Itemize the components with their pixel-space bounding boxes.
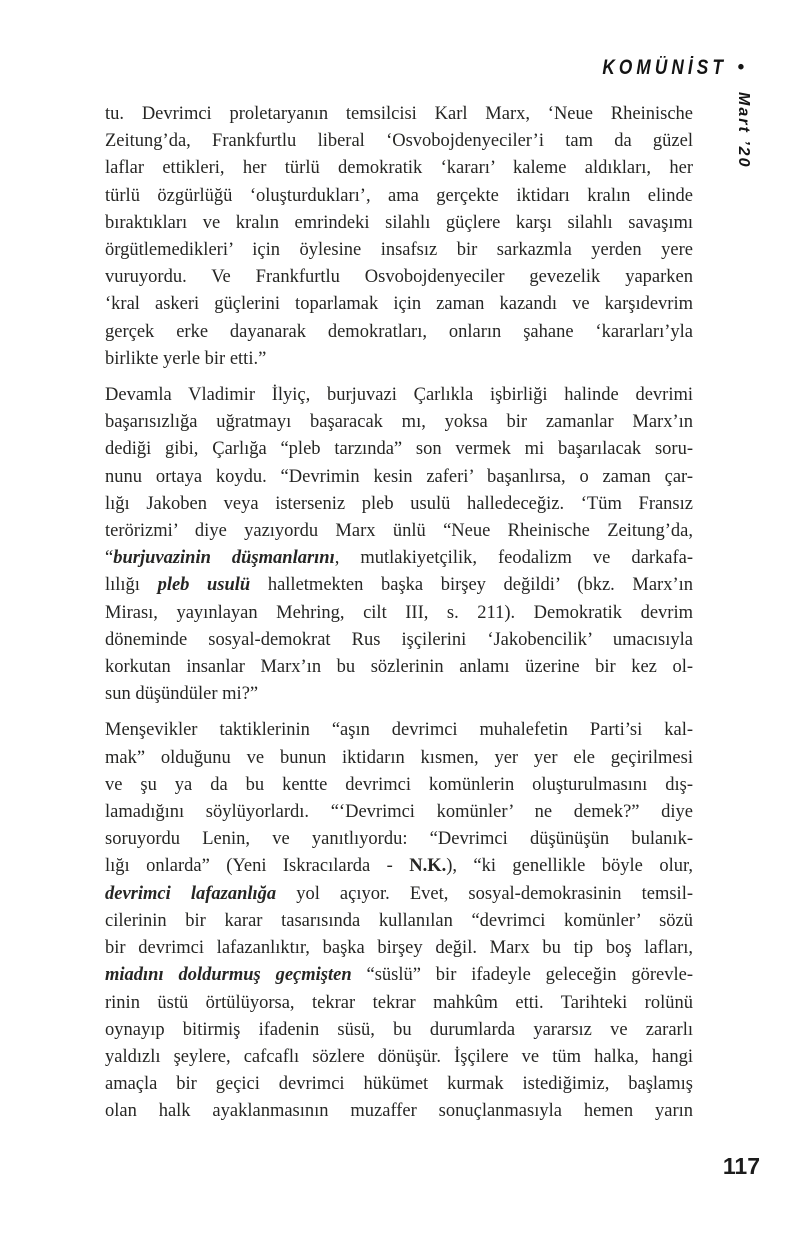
text-line <box>105 881 693 908</box>
text-line <box>105 853 693 880</box>
text-line <box>105 237 693 264</box>
text-line <box>105 210 693 237</box>
text-line <box>105 1098 693 1125</box>
text-segment: başarısızlığa uğratmayı başaracak mı, yoksa bir zamanlar Marx’ın <box>105 412 693 433</box>
text-line <box>105 1071 693 1098</box>
text-segment: rinin üstü örtülüyorsa, tekrar tekrar mahkûm etti. Tarihteki rolünü <box>105 992 693 1013</box>
text-line <box>105 572 693 599</box>
paragraph <box>105 101 693 373</box>
text-segment: birlikte yerle bir etti.” <box>105 348 267 369</box>
text-line <box>105 518 693 545</box>
text-segment: türlü özgürlüğü ‘oluşturdukları’, ama gerçekte iktidarı kralın elinde <box>105 185 693 206</box>
text-segment: korkutan insanlar Marx’ın bu sözlerinin anlamı üzerine bir kez ol- <box>105 657 693 678</box>
text-segment: lamadığını söylüyorlardı. “‘Devrimci komünler’ ne demek?” diye <box>105 802 693 823</box>
text-segment: oynayıp bitirmiş ifadenin süsü, bu durumlarda yararsız ve zararlı <box>105 1019 693 1040</box>
text-line <box>105 990 693 1017</box>
text-segment: bıraktıkları ve kralın emrindeki silahlı güçlere karşı silahlı savaşımı <box>105 212 693 233</box>
masthead-bullet-icon: • <box>737 57 744 78</box>
text-line <box>105 101 693 128</box>
text-line <box>105 346 693 373</box>
magazine-title: KOMÜNİST <box>602 56 727 79</box>
text-line <box>105 826 693 853</box>
text-segment: amaçla bir geçici devrimci hükümet kurmak istediğimiz, başlamış <box>105 1074 693 1095</box>
emphasized-text-segment: devrimci lafazanlığa <box>105 883 277 904</box>
text-segment: Devamla Vladimir İlyiç, burjuvazi Çarlıkla işbirliği halinde devrimi <box>105 385 693 406</box>
text-segment: “süslü” bir ifadeyle geleceğin görevle- <box>351 965 694 986</box>
emphasized-text-segment: pleb usulü <box>157 575 251 596</box>
text-line <box>105 654 693 681</box>
text-line <box>105 717 693 744</box>
text-segment: laflar ettikleri, her türlü demokratik ‘kararı’ kaleme aldıkları, her <box>105 158 693 179</box>
text-line <box>105 464 693 491</box>
text-line <box>105 183 693 210</box>
text-line <box>105 264 693 291</box>
text-segment: tu. Devrimci proletaryanın temsilcisi Karl Marx, ‘Neue Rheinische <box>105 104 693 124</box>
text-segment: “ <box>105 548 114 569</box>
text-segment: ‘kral askeri güçlerini toparlamak için zaman kazandı ve karşıdevrim <box>105 294 693 315</box>
text-segment: mak” olduğunu ve bunun iktidarın kısmen, yer yer ele geçirilmesi <box>105 747 693 768</box>
page-body-text <box>105 101 693 1135</box>
text-segment: nunu ortaya koydu. “Devrimin kesin zaferi’ başanlırsa, o zaman çar- <box>105 466 693 487</box>
text-line <box>105 962 693 989</box>
text-line <box>105 908 693 935</box>
text-line <box>105 545 693 572</box>
text-segment: döneminde sosyal-demokrat Rus işçilerini ‘Jakobencilik’ umacısıyla <box>105 629 693 650</box>
text-segment: cilerinin bir karar tasarısında kullanılan “devrimci komünler’ sözü <box>105 910 693 931</box>
text-segment: sun düşündüler mi?” <box>105 684 259 705</box>
text-segment: , mutlakiyetçilik, feodalizm ve darkafa- <box>334 548 694 569</box>
text-segment: olan halk ayaklanmasının muzaffer sonuçlanmasıyla hemen yarın <box>105 1101 693 1122</box>
text-segment: halletmekten başka birşey değildi’ (bkz. Marx’ın <box>250 575 694 596</box>
text-segment: lığı onlarda” (Yeni Iskracılarda - <box>105 856 410 877</box>
page-number: 117 <box>722 1153 760 1179</box>
text-line <box>105 627 693 654</box>
text-line <box>105 409 693 436</box>
text-line <box>105 155 693 182</box>
text-segment: ), “ki genellikle böyle olur, <box>446 856 693 877</box>
text-segment: gerçek erke dayanarak demokratları, onların şahane ‘kararları’yla <box>105 321 693 342</box>
text-segment: Zeitung’da, Frankfurtlu liberal ‘Osvobojdenyeciler’i tam da güzel <box>105 131 693 152</box>
text-line <box>105 745 693 772</box>
text-segment: lığı Jakoben veya isterseniz pleb usulü halledeceğiz. ‘Tüm Fransız <box>105 493 693 514</box>
paragraph <box>105 382 693 708</box>
text-line <box>105 291 693 318</box>
text-line <box>105 681 693 708</box>
text-segment: Menşevikler taktiklerinin “aşın devrimci muhalefetin Parti’si kal- <box>105 720 693 741</box>
text-segment: dediği gibi, Çarlığa “pleb tarzında” son vermek mi başarılacak soru- <box>105 439 693 460</box>
magazine-masthead <box>575 56 744 80</box>
text-segment: vuruyordu. Ve Frankfurtlu Osvobojdenyeciler gevezelik yaparken <box>105 267 693 288</box>
text-segment: yaldızlı şeylere, cafcaflı sözlere dönüşür. İşçilere ve tüm halka, hangi <box>105 1046 693 1067</box>
text-segment: yol açıyor. Evet, sosyal-demokrasinin temsil- <box>276 883 693 904</box>
text-segment: lılığı <box>105 575 158 596</box>
text-line <box>105 319 693 346</box>
text-line <box>105 436 693 463</box>
emphasized-text-segment: burjuvazinin düşmanlarını <box>113 548 335 569</box>
text-line <box>105 799 693 826</box>
text-line <box>105 600 693 627</box>
text-segment: ve şu ya da bu kentte devrimci komünlerin oluşturulmasını dış- <box>105 774 693 795</box>
text-segment: örgütlemedikleri’ için öylesine insafsız bir sarkazmla yerden yere <box>105 240 693 261</box>
text-segment: Mirası, yayınlayan Mehring, cilt III, s. 211). Demokratik devrim <box>105 602 693 623</box>
text-line <box>105 772 693 799</box>
text-line <box>105 128 693 155</box>
emphasized-text-segment: N.K. <box>409 856 447 877</box>
text-segment: soruyordu Lenin, ve yanıtlıyordu: “Devrimci düşünüşün bulanık- <box>105 829 693 850</box>
text-line <box>105 935 693 962</box>
text-line <box>105 382 693 409</box>
text-line <box>105 491 693 518</box>
issue-date-vertical: Mart ’20 <box>735 92 752 169</box>
paragraph <box>105 717 693 1125</box>
text-segment: bir devrimci lafazanlıktır, başka birşey değil. Marx bu tip boş lafları, <box>105 938 693 959</box>
text-line <box>105 1017 693 1044</box>
emphasized-text-segment: miadını doldurmuş geçmişten <box>105 965 352 986</box>
text-line <box>105 1044 693 1071</box>
text-segment: terörizmi’ diye yazıyordu Marx ünlü “Neue Rheinische Zeitung’da, <box>105 521 693 542</box>
